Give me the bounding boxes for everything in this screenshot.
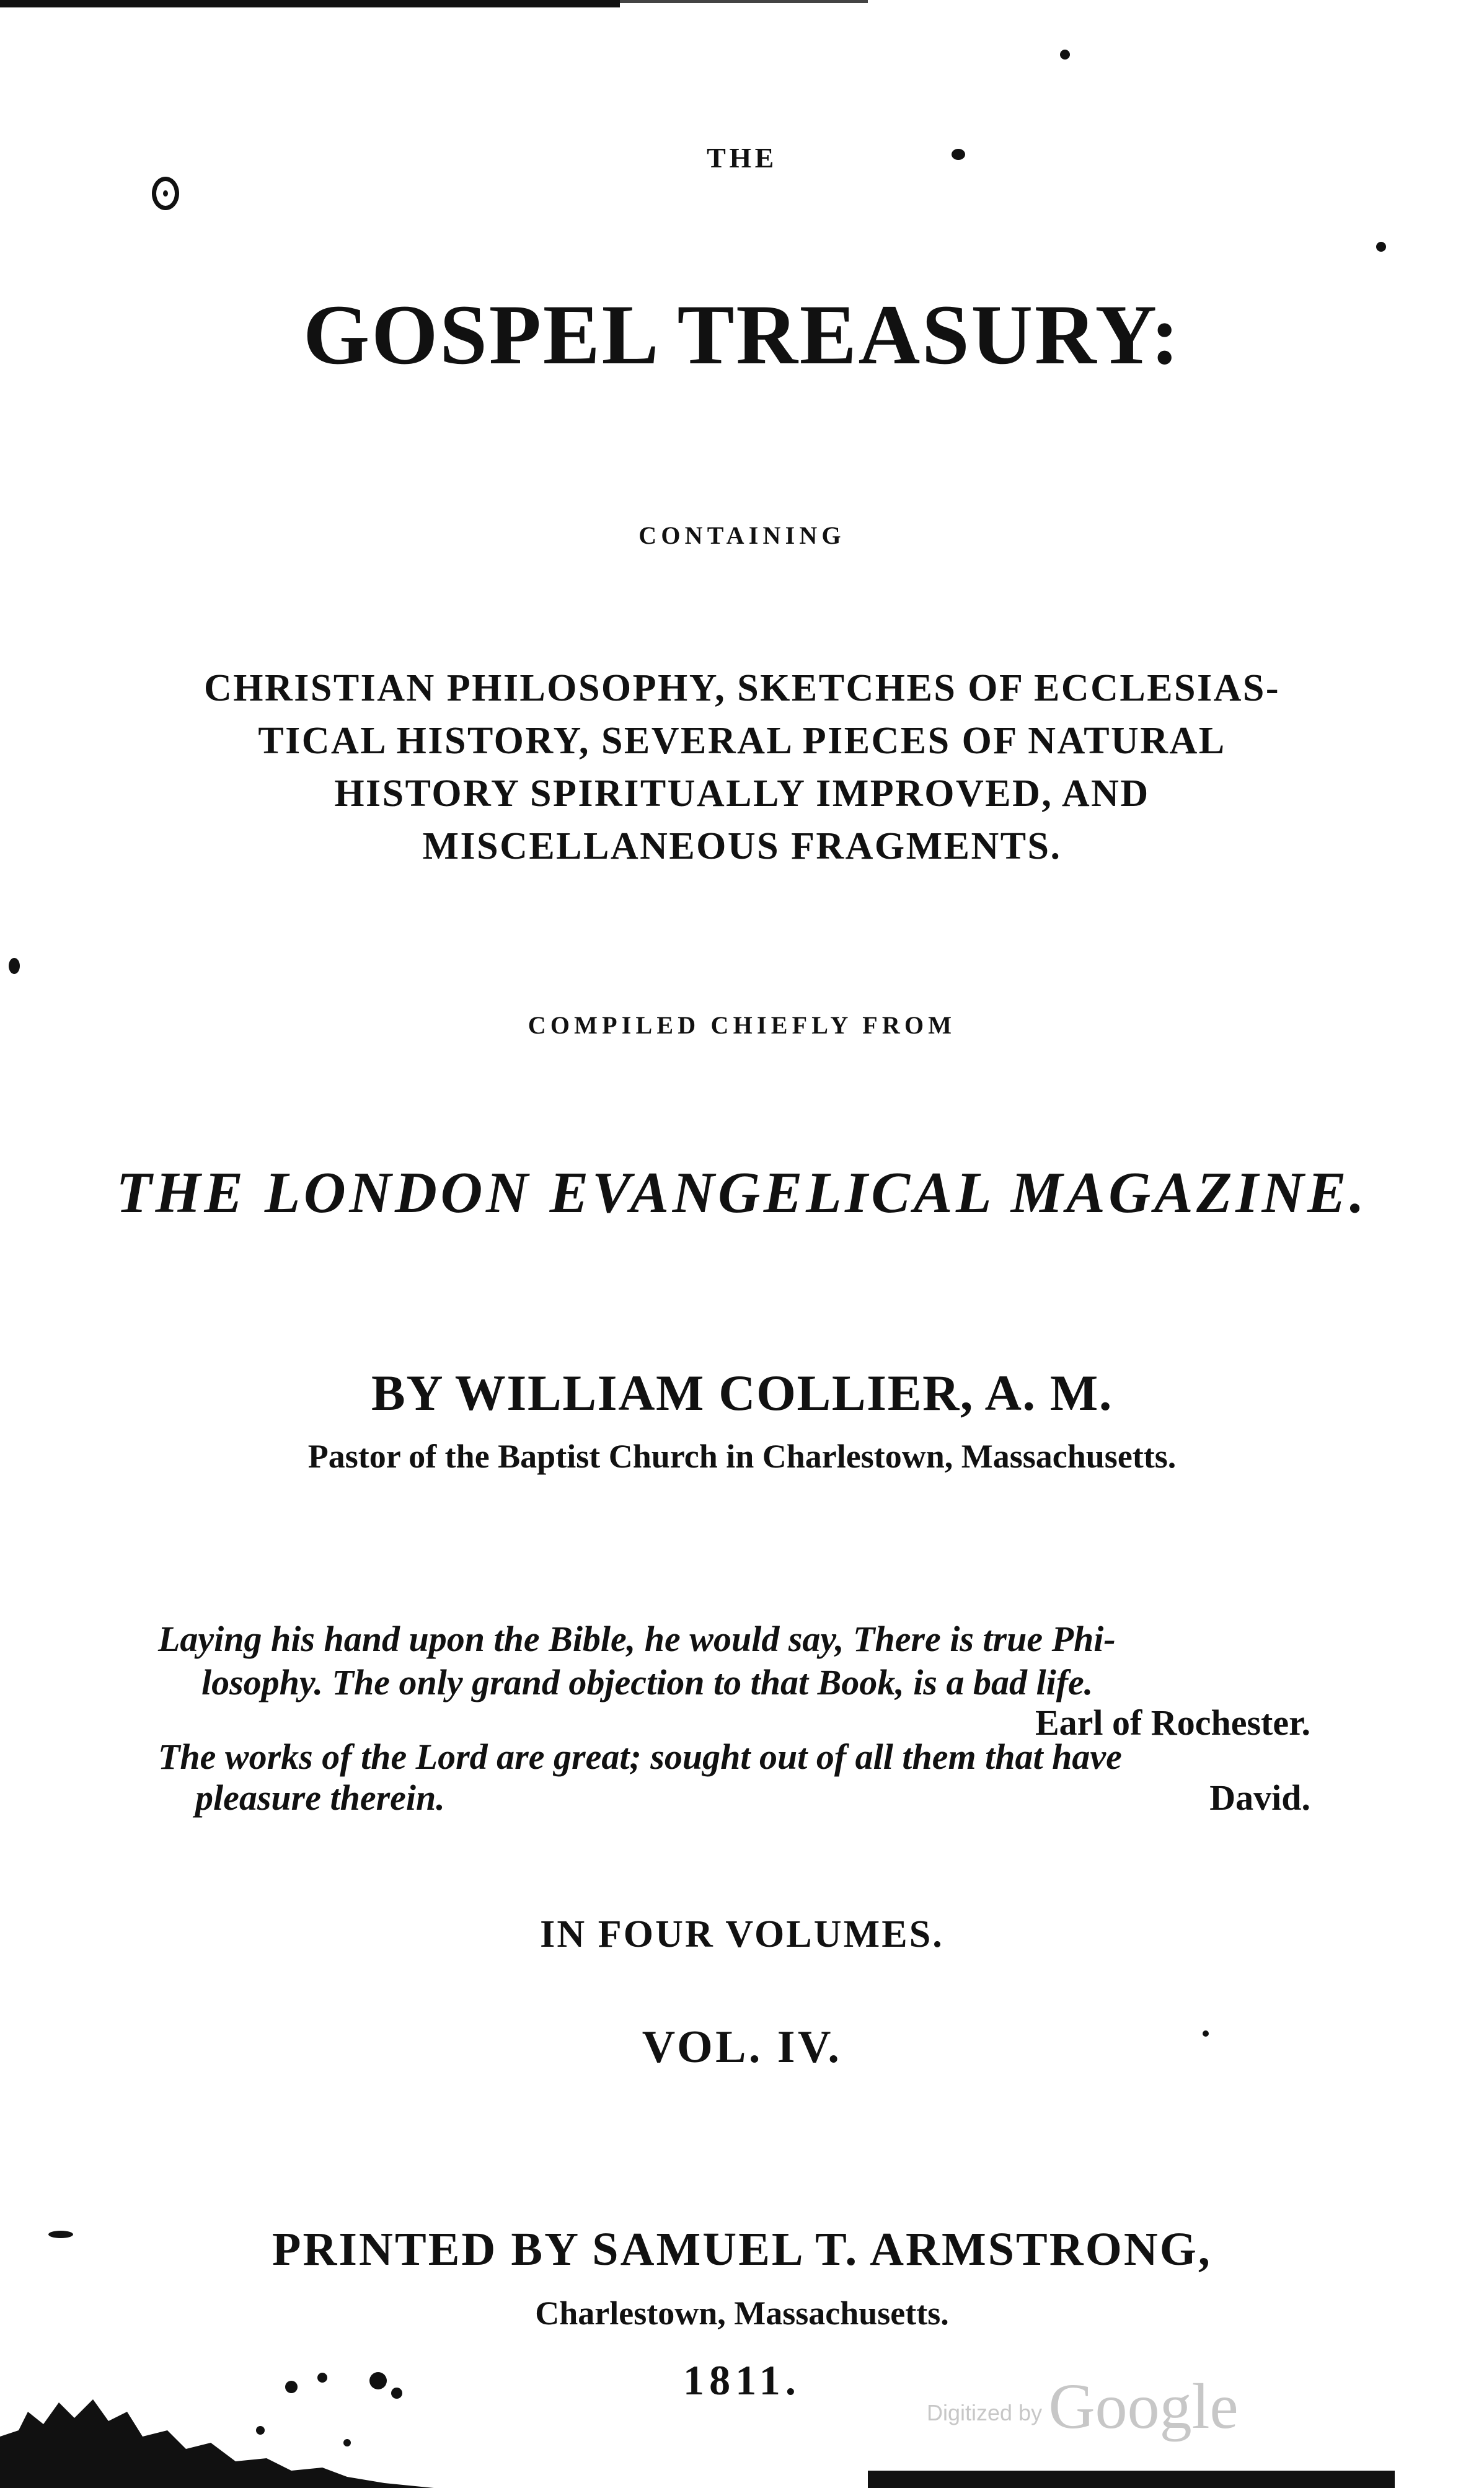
epigraph-quote-1-attribution: Earl of Rochester. [1035,1702,1310,1743]
scan-speck [1060,50,1070,60]
subtitle-line-4: MISCELLANEOUS FRAGMENTS. [422,825,1062,867]
scan-speck [1376,242,1386,252]
digitized-by-label: Digitized by [927,2400,1043,2425]
volume-count: IN FOUR VOLUMES. [540,1913,944,1955]
scan-speck [9,958,20,974]
digitized-watermark [927,2370,1239,2443]
scan-speck [48,2231,73,2238]
title-article: THE [707,142,777,174]
epigraph-quote-2-line-1: The works of the Lord are great; sought out of all them that have [158,1737,1122,1777]
publication-year: 1811. [682,2357,802,2404]
compiled-label: COMPILED CHIEFLY FROM [528,1011,956,1039]
library-mark-icon [152,177,179,210]
scan-speck [1203,2030,1209,2037]
scan-edge-top [0,0,620,7]
author-title: Pastor of the Baptist Church in Charlestown, Massachusetts. [307,1438,1177,1475]
printer-line: PRINTED BY SAMUEL T. ARMSTRONG, [272,2223,1212,2275]
printing-place: Charlestown, Massachusetts. [535,2295,949,2332]
subtitle-line-3: HISTORY SPIRITUALLY IMPROVED, AND [334,773,1150,815]
epigraph-quote-2-line-2: pleasure therein. [195,1777,445,1818]
epigraph-quote-2-attribution: David. [1209,1777,1310,1818]
epigraph-quote-1-line-2: losophy. The only grand objection to that Book, is a bad life. [201,1662,1093,1702]
scan-edge-bottom [868,2471,1395,2488]
volume-number: VOL. IV. [642,2022,842,2073]
subtitle-line-2: TICAL HISTORY, SEVERAL PIECES OF NATURAL [258,720,1226,762]
author-byline: BY WILLIAM COLLIER, A. M. [371,1365,1113,1421]
scan-speck [952,149,965,160]
google-wordmark: Google [1048,2371,1239,2442]
containing-label: CONTAINING [638,521,846,549]
book-title: GOSPEL TREASURY: [303,287,1181,382]
scan-damage-blot [0,2344,434,2488]
scan-edge-top-thin [620,0,868,3]
source-magazine: THE LONDON EVANGELICAL MAGAZINE. [116,1161,1368,1225]
subtitle-line-1: CHRISTIAN PHILOSOPHY, SKETCHES OF ECCLESIAS- [204,667,1280,709]
epigraph-quote-1-line-1: Laying his hand upon the Bible, he would say, There is true Phi- [158,1619,1116,1659]
